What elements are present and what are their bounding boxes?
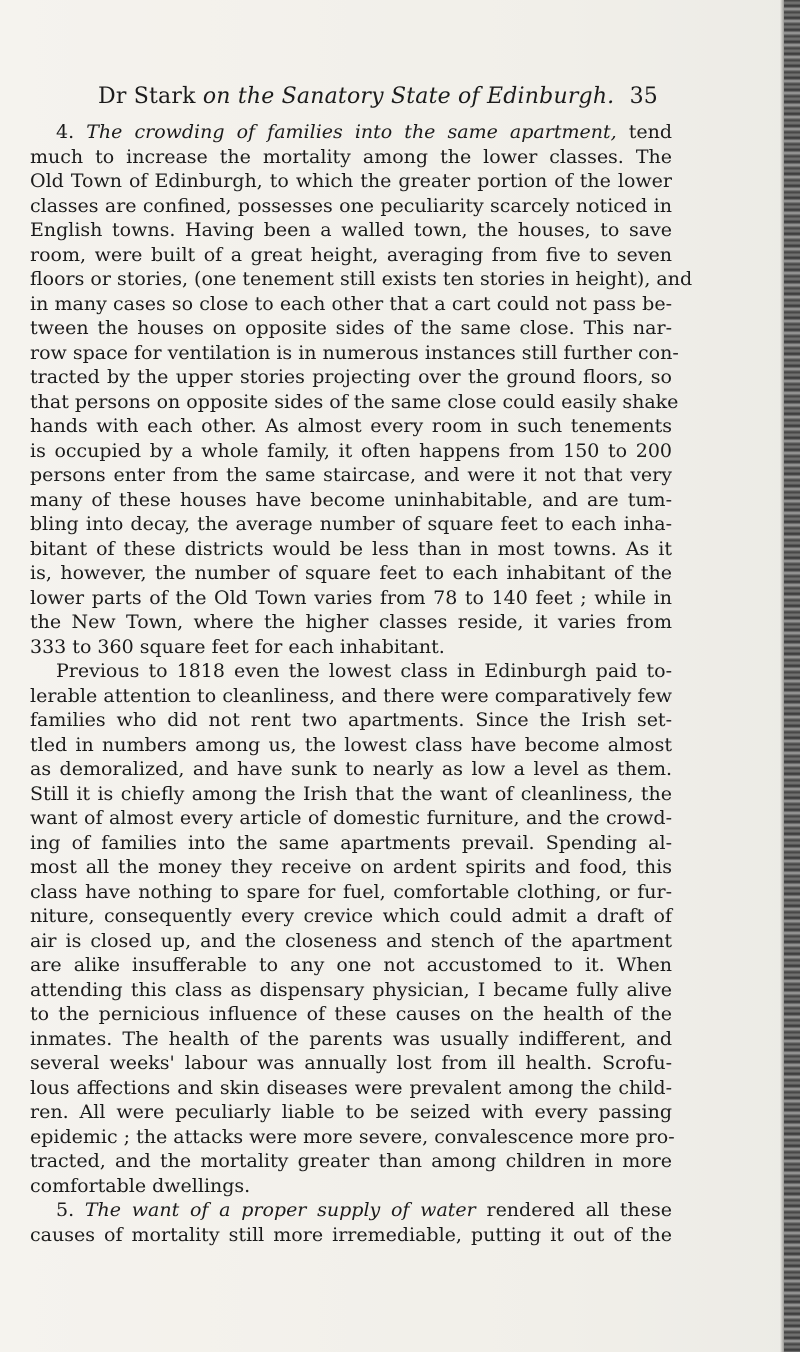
text-line: families who did not rent two apartments. Since the Irish set- <box>30 709 672 731</box>
book-edge-shadow <box>780 0 784 1352</box>
text-line: bitant of these districts would be less than in most towns. As it <box>30 537 672 560</box>
text-line: several weeks' labour was annually lost from ill health. Scrofu- <box>30 1052 672 1074</box>
text-line: rendered all these <box>475 1199 672 1221</box>
text-line: epidemic ; the attacks were more severe, convalescence more pro- <box>30 1125 675 1148</box>
text-line: tracted by the upper stories projecting over the ground floors, so <box>30 366 672 388</box>
text-line: classes are confined, possesses one peculiarity scarcely noticed in <box>30 194 672 217</box>
text-line: lerable attention to cleanliness, and there were comparatively few <box>30 684 672 707</box>
text-line: floors or stories, (one tenement still exists ten stories in height), and <box>30 268 693 290</box>
text-line: that persons on opposite sides of the same close could easily shake <box>30 390 679 413</box>
text-line: tracted, and the mortality greater than among children in more <box>30 1150 672 1172</box>
text-line: Previous to 1818 even the lowest class in Edinburgh paid to- <box>56 660 672 682</box>
text-line: 333 to 360 square feet for each inhabitant. <box>30 635 445 658</box>
text-line: Still it is chiefly among the Irish that the want of cleanliness, the <box>30 782 672 805</box>
text-line: comfortable dwellings. <box>30 1174 251 1197</box>
text-line: persons enter from the same staircase, and were it not that very <box>30 464 672 486</box>
body-text <box>30 120 693 1247</box>
text-line: English towns. Having been a walled town, the houses, to save <box>30 219 672 241</box>
text-line: hands with each other. As almost every room in such tenements <box>30 415 672 437</box>
text-line: is occupied by a whole family, it often happens from 150 to 200 <box>30 439 672 462</box>
paragraph-5-first-line <box>30 1198 672 1223</box>
paragraph-4-title: The crowding of families into the same apartment, <box>86 121 617 143</box>
text-line: tend <box>616 121 672 143</box>
text-line: tled in numbers among us, the lowest class have become almost <box>30 733 672 756</box>
text-line: air is closed up, and the closeness and stench of the apartment <box>30 929 672 952</box>
text-line: in many cases so close to each other that a cart could not pass be- <box>30 292 672 315</box>
text-line: much to increase the mortality among the lower classes. The <box>30 145 672 168</box>
text-line: is, however, the number of square feet to each inhabitant of the <box>30 562 672 584</box>
text-line: row space for ventilation is in numerous instances still further con- <box>30 341 679 364</box>
running-header <box>98 82 658 112</box>
header-author: Dr Stark <box>98 84 196 109</box>
text-line: as demoralized, and have sunk to nearly as low a level as them. <box>30 758 672 780</box>
text-line: many of these houses have become uninhabitable, and are tum- <box>30 488 672 511</box>
text-line: tween the houses on opposite sides of the same close. This nar- <box>30 317 672 339</box>
text-line: room, were built of a great height, averaging from five to seven <box>30 243 672 266</box>
text-line: are alike insufferable to any one not accustomed to it. When <box>30 954 672 976</box>
text-line: ren. All were peculiarly liable to be seized with every passing <box>30 1101 672 1123</box>
text-line: ing of families into the same apartments prevail. Spending al- <box>30 831 672 854</box>
text-line: the New Town, where the higher classes reside, it varies from <box>30 611 672 633</box>
text-line: want of almost every article of domestic furniture, and the crowd- <box>30 807 672 829</box>
text-line: causes of mortality still more irremediable, putting it out of the <box>30 1223 672 1246</box>
text-line: bling into decay, the average number of square feet to each inha- <box>30 513 672 535</box>
text-line: attending this class as dispensary physician, I became fully alive <box>30 978 672 1001</box>
paragraph-4-number: 4. <box>56 121 75 143</box>
book-edge <box>784 0 800 1352</box>
text-line: most all the money they receive on ardent spirits and food, this <box>30 856 672 878</box>
paragraph-4-first-line <box>30 120 672 145</box>
header-journal: on the Sanatory State of Edinburgh. <box>202 84 615 109</box>
text-line: lower parts of the Old Town varies from 78 to 140 feet ; while in <box>30 586 672 609</box>
page-number: 35 <box>629 84 658 109</box>
paragraph-5-title: The want of a proper supply of water <box>84 1199 476 1221</box>
text-line: Old Town of Edinburgh, to which the greater portion of the lower <box>30 170 672 192</box>
text-line: lous affections and skin diseases were prevalent among the child- <box>30 1076 672 1099</box>
text-line: niture, consequently every crevice which could admit a draft of <box>30 905 672 927</box>
text-line: to the pernicious influence of these causes on the health of the <box>30 1003 672 1025</box>
text-line: inmates. The health of the parents was usually indifferent, and <box>30 1027 672 1050</box>
text-line: class have nothing to spare for fuel, comfortable clothing, or fur- <box>30 880 672 903</box>
paragraph-5-number: 5. <box>56 1199 75 1221</box>
